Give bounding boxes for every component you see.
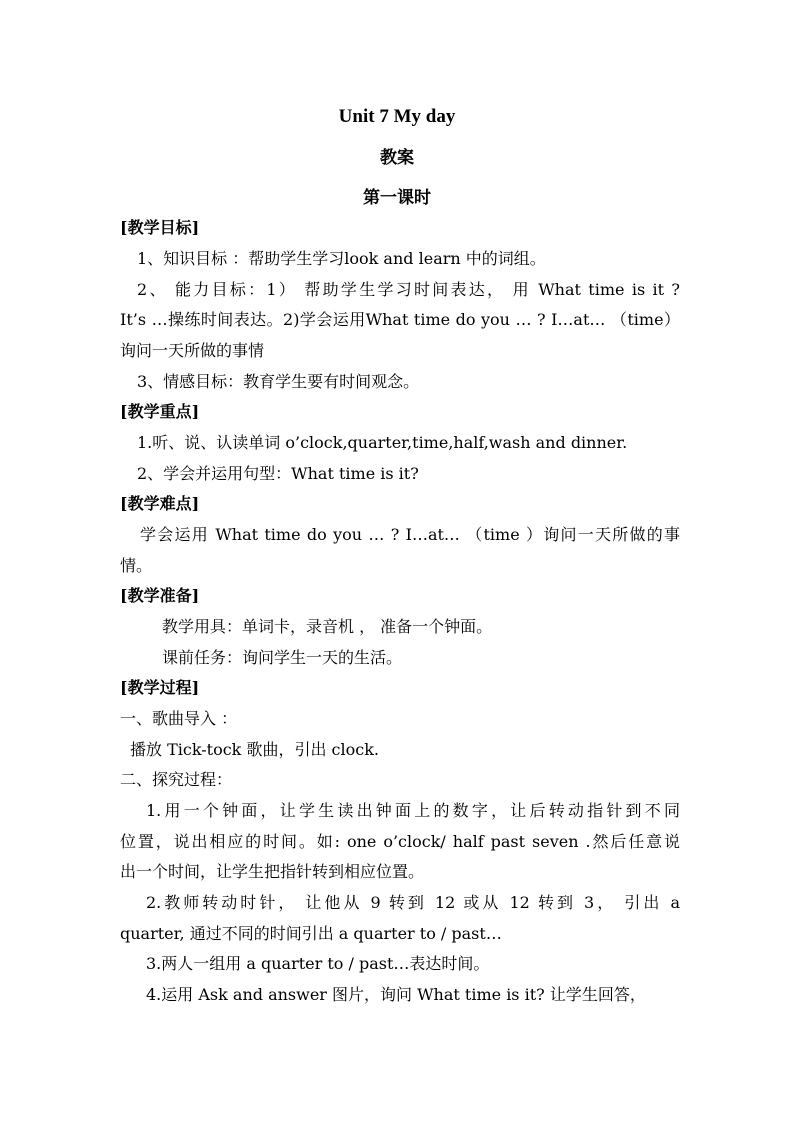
process-part1-title: 一、歌曲导入 ： [120, 709, 238, 728]
key-points-heading: [教学重点] [120, 402, 200, 421]
process-step1-line2: 位置，说出相应的时间。如: one o’clock/ half past seven .然后任意说 [120, 832, 680, 851]
process-step2-line2: quarter, 通过不同的时间引出 a quarter to / past… [120, 924, 502, 943]
document-title: Unit 7 My day [338, 106, 456, 127]
process-step2-line1: 2.教师转动时针， 让他从 9 转到 12 或从 12 转到 3， 引出 a [146, 893, 680, 912]
process-step1-line1: 1.用一个钟面，让学生读出钟面上的数字，让后转动指针到不同 [146, 801, 680, 820]
objective-emotion: 3、情感目标：教育学生要有时间观念。 [137, 372, 420, 391]
key-point-2: 2、学会并运用句型：What time is it? [137, 464, 419, 483]
objective-ability-line1: 2、 能力目标：1） 帮助学生学习时间表达， 用 What time is it ? [137, 280, 680, 299]
difficulty-line1: 学会运用 What time do you … ? I…at… （time ）询问一天所做的事 [140, 525, 680, 544]
preparation-heading: [教学准备] [120, 586, 200, 605]
difficulty-line2: 情。 [120, 556, 153, 575]
objectives-heading: [教学目标] [120, 218, 200, 237]
preparation-pre-task: 课前任务：询问学生一天的生活。 [162, 648, 403, 667]
process-step4: 4.运用 Ask and answer 图片，询问 What time is it? 让学生回答， [146, 985, 646, 1004]
difficulties-heading: [教学难点] [120, 494, 200, 513]
objective-ability-line3: 询问一天所做的事情 [120, 341, 265, 360]
process-step3: 3.两人一组用 a quarter to / past…表达时间。 [146, 954, 490, 973]
objective-knowledge: 1、知识目标 ：帮助学生学习look and learn 中的词组。 [137, 249, 546, 268]
document-subtitle: 教案 [380, 148, 414, 168]
process-part1-text: 播放 Tick-tock 歌曲，引出 clock. [130, 740, 380, 759]
process-step1-line3: 出一个时间，让学生把指针转到相应位置。 [120, 862, 425, 881]
preparation-tools: 教学用具：单词卡，录音机 ， 准备一个钟面。 [162, 617, 493, 636]
key-point-1: 1.听、说、认读单词 o’clock,quarter,time,half,wash and dinner. [137, 433, 628, 452]
process-part2-title: 二、探究过程： [120, 770, 233, 789]
objective-ability-line2: It’s …操练时间表达。2)学会运用What time do you … ? I…at… （time） [120, 310, 680, 329]
lesson-label: 第一课时 [363, 188, 431, 208]
process-heading: [教学过程] [120, 678, 200, 697]
